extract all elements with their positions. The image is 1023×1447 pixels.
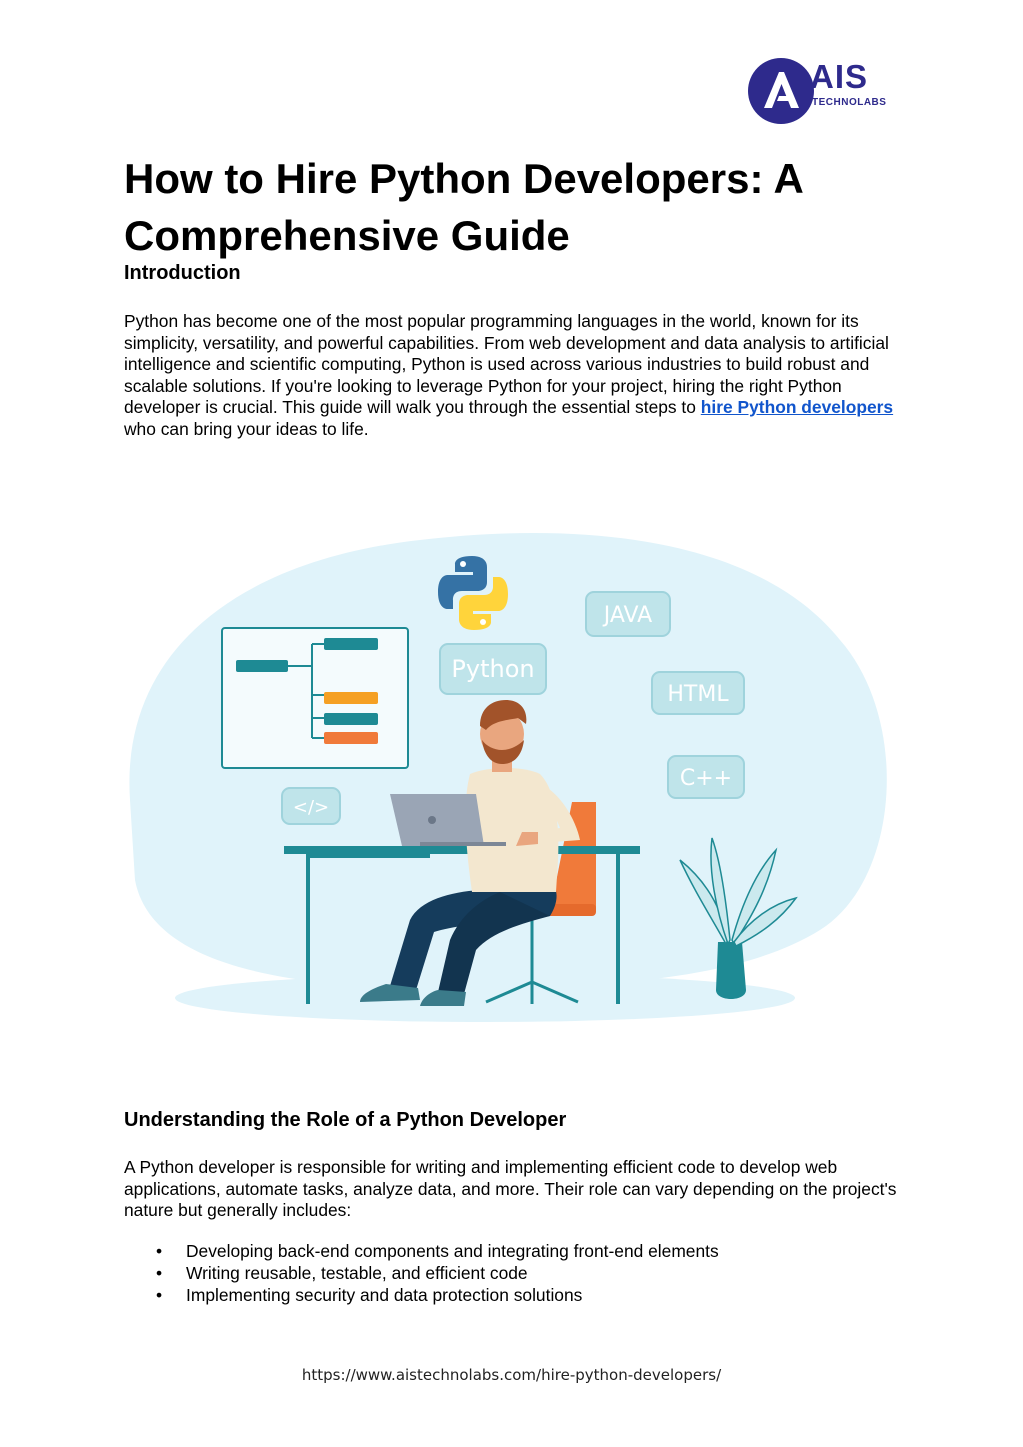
- java-tag: [586, 592, 670, 636]
- java-tag-label: JAVA: [603, 603, 653, 628]
- intro-text-after: who can bring your ideas to life.: [124, 418, 369, 439]
- footer-url: https://www.aistechnolabs.com/hire-python-developers/: [301, 1366, 722, 1384]
- intro-text-before: Python has become one of the most popular programming languages in the world, known for its simplicity, versatility, and powerful capabilities. From web development and data analysis to artificial intelligence and scientific computing, Python is used across various industries to build robust and scalable solutions. If you're looking to leverage Python for your project, hiring the right Python developer is crucial. This guide will walk you through the essential steps to: [124, 311, 889, 417]
- role-bullet-list: [124, 1240, 904, 1306]
- bullet-icon: •: [156, 1263, 163, 1283]
- list-item-text: Developing back-end components and integrating front-end elements: [186, 1241, 719, 1261]
- hire-python-developers-link[interactable]: hire Python developers: [700, 397, 894, 417]
- python-tag-label: Python: [451, 655, 535, 683]
- bullet-icon: •: [156, 1241, 163, 1261]
- code-tag: [282, 788, 340, 824]
- list-item: [124, 1284, 904, 1306]
- logo-text: AIS: [810, 58, 869, 95]
- code-tag-label: </>: [292, 797, 330, 818]
- flowchart-panel-icon: [222, 628, 408, 768]
- list-item: [124, 1240, 904, 1262]
- floor-shadow: [175, 974, 795, 1022]
- role-heading: Understanding the Role of a Python Developer: [124, 1109, 567, 1131]
- logo-subtext: TECHNOLABS: [812, 97, 887, 108]
- page-title: How to Hire Python Developers: A Comprehensive Guide: [124, 155, 803, 259]
- list-item-text: Writing reusable, testable, and efficient code: [186, 1263, 528, 1283]
- bullet-icon: •: [156, 1285, 163, 1305]
- html-tag: [652, 672, 744, 714]
- intro-paragraph: [124, 311, 914, 440]
- role-paragraph: A Python developer is responsible for writing and implementing efficient code to develop web applications, automate tasks, analyze data, and more. Their role can vary depending on the project's nature but generally includes:: [124, 1157, 897, 1220]
- developer-illustration: [120, 520, 900, 1030]
- logo-mark-icon: [746, 56, 816, 126]
- python-tag: [440, 644, 546, 694]
- list-item: [124, 1262, 904, 1284]
- cpp-tag-label: C++: [679, 766, 733, 791]
- html-tag-label: HTML: [667, 682, 729, 707]
- list-item-text: Implementing security and data protection solutions: [186, 1285, 583, 1305]
- cpp-tag: [668, 756, 744, 798]
- intro-heading: Introduction: [124, 262, 241, 284]
- company-logo: [746, 56, 906, 126]
